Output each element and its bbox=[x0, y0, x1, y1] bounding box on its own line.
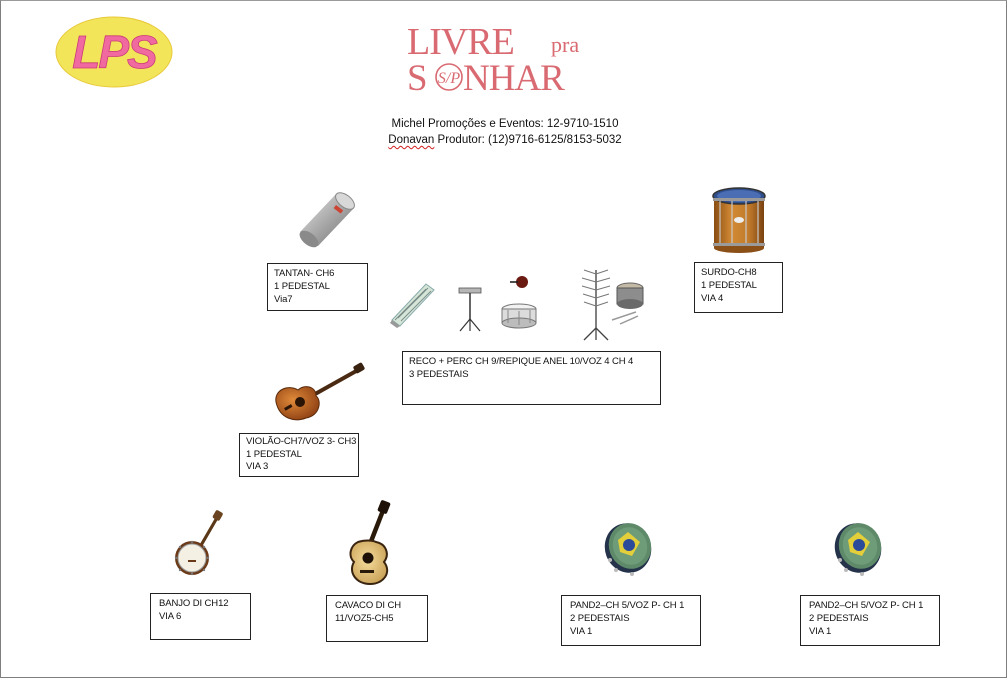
brand-word-s: S bbox=[407, 58, 428, 98]
label-box-violao bbox=[239, 433, 359, 477]
label-box-banjo bbox=[150, 593, 251, 640]
pand-right-line-3: VIA 1 bbox=[809, 626, 832, 637]
pand-right-line-2: 2 PEDESTAIS bbox=[809, 613, 869, 624]
reco-line-2: 3 PEDESTAIS bbox=[409, 369, 469, 380]
contact-line-donavan bbox=[330, 132, 680, 148]
pandeiro-right-icon bbox=[832, 520, 886, 578]
contact-donavan-phone: Produtor: (12)9716-6125/8153-5032 bbox=[434, 134, 622, 146]
violao-guitar-icon bbox=[270, 362, 366, 424]
surdo-line-3: VIA 4 bbox=[701, 293, 724, 304]
tantan-line-3: Via7 bbox=[274, 294, 293, 305]
banjo-line-2: VIA 6 bbox=[159, 611, 182, 622]
cavaco-icon bbox=[344, 500, 396, 586]
label-box-surdo bbox=[694, 262, 783, 313]
livre-pra-sonhar-logo bbox=[405, 18, 605, 98]
banjo-line-1: BANJO DI CH12 bbox=[159, 598, 229, 609]
label-box-pandeiro-left bbox=[561, 595, 701, 646]
tantan-drum-icon bbox=[296, 190, 358, 248]
violao-line-3: VIA 3 bbox=[246, 461, 269, 472]
banjo-icon bbox=[172, 510, 226, 578]
lps-logo bbox=[55, 16, 173, 88]
label-box-pandeiro-right bbox=[800, 595, 940, 646]
reco-scraper-icon bbox=[388, 280, 438, 330]
surdo-line-1: SURDO-CH8 bbox=[701, 267, 757, 278]
surdo-drum-icon bbox=[710, 186, 768, 254]
pand-left-line-1: PAND2–CH 5/VOZ P- CH 1 bbox=[570, 600, 685, 611]
surdo-line-2: 1 PEDESTAL bbox=[701, 280, 757, 291]
contact-info bbox=[330, 116, 680, 148]
contact-donavan-name: Donavan bbox=[388, 134, 435, 146]
contact-line-michel: Michel Promoções e Eventos: 12-9710-1510 bbox=[391, 118, 619, 130]
violao-line-2: 1 PEDESTAL bbox=[246, 448, 302, 460]
brand-word-livre: LIVRE bbox=[407, 21, 514, 63]
tantan-line-1: TANTAN- CH6 bbox=[274, 268, 335, 279]
violao-line-1: VIOLÃO-CH7/VOZ 3- CH3 bbox=[246, 436, 357, 447]
brand-word-pra: pra bbox=[551, 32, 580, 57]
repique-drum-icon bbox=[498, 273, 540, 329]
pand-left-line-2: 2 PEDESTAIS bbox=[570, 613, 630, 624]
cavaco-line-1: CAVACO DI CH bbox=[335, 600, 402, 611]
brand-word-nhar: NHAR bbox=[463, 58, 564, 98]
pand-right-line-1: PAND2–CH 5/VOZ P- CH 1 bbox=[809, 600, 924, 611]
label-box-reco bbox=[402, 351, 661, 405]
label-box-cavaco bbox=[326, 595, 428, 642]
label-box-tantan bbox=[267, 263, 368, 311]
percussion-stand-icon bbox=[456, 285, 486, 333]
pandeiro-left-icon bbox=[602, 520, 656, 578]
reco-line-1: RECO + PERC CH 9/REPIQUE ANEL 10/VOZ 4 CH 4 bbox=[409, 356, 634, 367]
pad-drum-icon bbox=[606, 280, 652, 326]
lps-logo-text: LPS bbox=[72, 26, 156, 78]
cavaco-line-2: 11/VOZ5-CH5 bbox=[335, 613, 394, 624]
pand-left-line-3: VIA 1 bbox=[570, 626, 593, 637]
tantan-line-2: 1 PEDESTAL bbox=[274, 281, 330, 292]
brand-seal: S/P bbox=[437, 70, 461, 87]
